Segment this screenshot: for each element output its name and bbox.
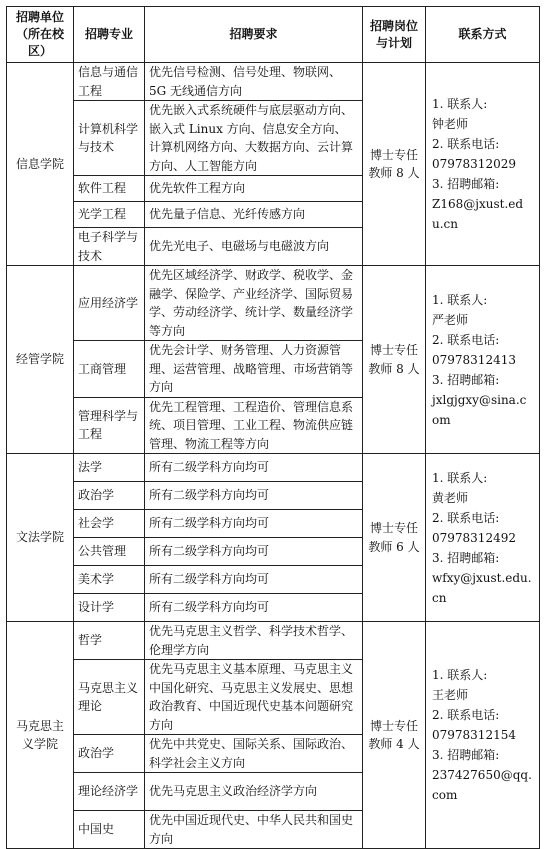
major-cell: 社会学 bbox=[74, 510, 145, 538]
major-cell: 信息与通信工程 bbox=[74, 63, 145, 101]
contact-line: 2. 联系电话: bbox=[432, 137, 500, 151]
recruitment-table bbox=[6, 6, 540, 849]
post-cell: 博士专任 教师 8 人 bbox=[363, 266, 426, 454]
table-row bbox=[7, 266, 540, 341]
header-unit: 招聘单位 （所在校区） bbox=[7, 7, 74, 63]
unit-cell: 马克思主义学院 bbox=[7, 622, 74, 849]
major-cell: 马克思主义理论 bbox=[74, 660, 145, 735]
contact-line: 237427650@qq.com bbox=[432, 768, 532, 802]
major-cell: 管理科学与工程 bbox=[74, 397, 145, 454]
post-cell: 博士专任 教师 6 人 bbox=[363, 454, 426, 622]
contact-line: 2. 联系电话: bbox=[432, 708, 500, 722]
table-row bbox=[7, 63, 540, 101]
major-cell: 工商管理 bbox=[74, 341, 145, 398]
contact-line: 钟老师 bbox=[432, 117, 469, 131]
requirement-cell: 优先中共党史、国际关系、国际政治、科学社会主义方向 bbox=[145, 735, 363, 773]
major-cell: 设计学 bbox=[74, 594, 145, 622]
contact-line: wfxy@jxust.edu.cn bbox=[432, 570, 532, 605]
requirement-cell: 所有二级学科方向均可 bbox=[145, 566, 363, 594]
major-cell: 中国史 bbox=[74, 811, 145, 849]
post-cell: 博士专任 教师 8 人 bbox=[363, 63, 426, 266]
requirement-cell: 优先光电子、电磁场与电磁波方向 bbox=[145, 228, 363, 266]
requirement-cell: 优先信号检测、信号处理、物联网、5G 无线通信方向 bbox=[145, 63, 363, 101]
major-cell: 法学 bbox=[74, 454, 145, 482]
contact-line: 1. 联系人: bbox=[432, 668, 488, 682]
table-row bbox=[7, 454, 540, 482]
contact-line: 1. 联系人: bbox=[432, 470, 488, 485]
major-cell: 公共管理 bbox=[74, 538, 145, 566]
contact-cell bbox=[426, 266, 540, 454]
contact-line: 07978312029 bbox=[432, 157, 516, 171]
contact-line: 3. 招聘邮箱: bbox=[432, 550, 500, 565]
requirement-cell: 所有二级学科方向均可 bbox=[145, 510, 363, 538]
contact-cell bbox=[426, 622, 540, 849]
requirement-cell: 优先嵌入式系统硬件与底层驱动方向、嵌入式 Linux 方向、信息安全方向、计算机网络方向、大数据方向、云计算方向、人工智能方向 bbox=[145, 101, 363, 176]
contact-line: 3. 招聘邮箱: bbox=[432, 372, 500, 387]
header-contact: 联系方式 bbox=[426, 7, 540, 63]
contact-line: 3. 招聘邮箱: bbox=[432, 177, 500, 191]
requirement-cell: 优先马克思主义基本原理、马克思主义中国化研究、马克思主义发展史、思想政治教育、中国近现代史基本问题研究方向 bbox=[145, 660, 363, 735]
contact-line: 2. 联系电话: bbox=[432, 332, 500, 347]
unit-cell: 文法学院 bbox=[7, 454, 74, 622]
major-cell: 应用经济学 bbox=[74, 266, 145, 341]
major-cell: 计算机科学与技术 bbox=[74, 101, 145, 176]
major-cell: 光学工程 bbox=[74, 202, 145, 228]
table-body bbox=[7, 63, 540, 849]
requirement-cell: 优先区域经济学、财政学、税收学、金融学、保险学、产业经济学、国际贸易学、劳动经济学、统计学、数量经济学等方向 bbox=[145, 266, 363, 341]
unit-cell: 经管学院 bbox=[7, 266, 74, 454]
requirement-cell: 优先软件工程方向 bbox=[145, 176, 363, 202]
post-cell: 博士专任 教师 4 人 bbox=[363, 622, 426, 849]
requirement-cell: 优先工程管理、工程造价、管理信息系统、项目管理、工业工程、物流供应链管理、物流工程等方向 bbox=[145, 397, 363, 454]
unit-cell: 信息学院 bbox=[7, 63, 74, 266]
contact-cell bbox=[426, 63, 540, 266]
requirement-cell: 优先中国近现代史、中华人民共和国史方向 bbox=[145, 811, 363, 849]
major-cell: 电子科学与技术 bbox=[74, 228, 145, 266]
requirement-cell: 优先会计学、财务管理、人力资源管理、运营管理、战略管理、市场营销等方向 bbox=[145, 341, 363, 398]
contact-line: 3. 招聘邮箱: bbox=[432, 748, 500, 762]
contact-line: 07978312492 bbox=[432, 530, 516, 545]
contact-line: Z168@jxust.edu.cn bbox=[432, 197, 524, 231]
contact-line: 07978312154 bbox=[432, 728, 516, 742]
table-row bbox=[7, 622, 540, 660]
header-requirement: 招聘要求 bbox=[145, 7, 363, 63]
header-post: 招聘岗位 与计划 bbox=[363, 7, 426, 63]
major-cell: 美术学 bbox=[74, 566, 145, 594]
table-header-row bbox=[7, 7, 540, 63]
major-cell: 理论经济学 bbox=[74, 773, 145, 811]
contact-line: 1. 联系人: bbox=[432, 292, 488, 307]
requirement-cell: 所有二级学科方向均可 bbox=[145, 454, 363, 482]
major-cell: 政治学 bbox=[74, 735, 145, 773]
contact-line: 1. 联系人: bbox=[432, 97, 488, 111]
header-major: 招聘专业 bbox=[74, 7, 145, 63]
requirement-cell: 所有二级学科方向均可 bbox=[145, 538, 363, 566]
requirement-cell: 优先量子信息、光纤传感方向 bbox=[145, 202, 363, 228]
requirement-cell: 优先马克思主义哲学、科学技术哲学、伦理学方向 bbox=[145, 622, 363, 660]
contact-line: 黄老师 bbox=[432, 490, 469, 505]
requirement-cell: 所有二级学科方向均可 bbox=[145, 594, 363, 622]
contact-line: 严老师 bbox=[432, 312, 469, 327]
major-cell: 软件工程 bbox=[74, 176, 145, 202]
contact-line: 07978312413 bbox=[432, 352, 516, 367]
contact-cell bbox=[426, 454, 540, 622]
contact-line: 2. 联系电话: bbox=[432, 510, 500, 525]
contact-line: jxlgjgxy@sina.com bbox=[432, 392, 527, 427]
requirement-cell: 优先马克思主义政治经济学方向 bbox=[145, 773, 363, 811]
contact-line: 王老师 bbox=[432, 688, 469, 702]
major-cell: 政治学 bbox=[74, 482, 145, 510]
major-cell: 哲学 bbox=[74, 622, 145, 660]
requirement-cell: 所有二级学科方向均可 bbox=[145, 482, 363, 510]
